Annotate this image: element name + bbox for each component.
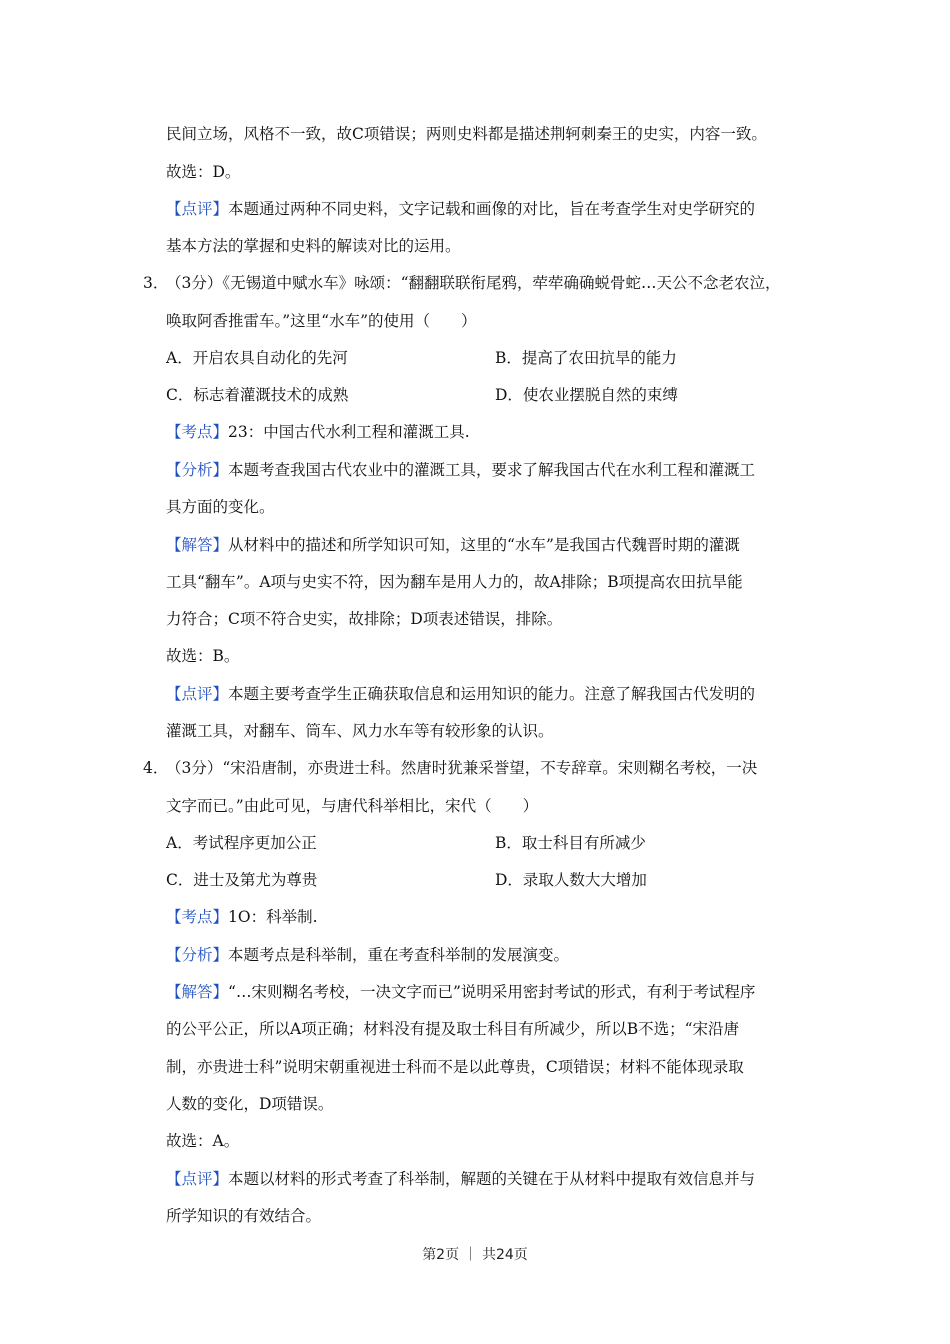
q3-number: 3． xyxy=(143,274,169,292)
q3-stem-1: （3分）《无锡道中赋水车》咏颂：“翻翻联联衔尾鸦，荦荦确确蜕骨蛇…天公不念老农泣， xyxy=(166,274,781,292)
q3-answer-text-2: 工具“翻车”。A项与史实不符，因为翻车是用人力的，故A排除；B项提高农田抗旱能 xyxy=(166,573,743,591)
q3-stem-2: 唤取阿香推雷车。”这里“水车”的使用（ ） xyxy=(166,312,477,330)
page-footer: 第2页 ｜ 共24页 xyxy=(422,1247,528,1263)
comment-tag: 【点评】 xyxy=(166,1170,229,1188)
answer-tag: 【解答】 xyxy=(166,983,229,1001)
q4-point xyxy=(166,907,318,927)
q2-comment xyxy=(166,199,755,219)
q4-answer-text-3: 制，亦贵进士科”说明宋朝重视进士科而不是以此尊贵，C项错误；材料不能体现录取 xyxy=(166,1058,744,1076)
q4-stem-1: （3分）“宋沿唐制，亦贵进士科。然唐时犹兼采誉望，不专辞章。宋则糊名考校，一决 xyxy=(166,759,758,777)
q4-stem-2: 文字而已。”由此可见，与唐代科举相比，宋代（ ） xyxy=(166,797,539,815)
q2-comment-text-1: 本题通过两种不同史料，文字记载和画像的对比，旨在考查学生对史学研究的 xyxy=(228,200,756,218)
q3-point-text: 23：中国古代水利工程和灌溉工具. xyxy=(228,423,470,441)
q3-answer xyxy=(166,535,740,555)
q4-point-text: 1O：科举制. xyxy=(228,908,318,926)
q4-comment xyxy=(166,1169,755,1189)
q4-answer-text-1: “…宋则糊名考校，一决文字而已”说明采用密封考试的形式，有利于考试程序 xyxy=(228,983,756,1001)
q4-answer xyxy=(166,982,755,1002)
q4-option-a: A．考试程序更加公正 xyxy=(166,834,317,852)
q3-comment-text-1: 本题主要考查学生正确获取信息和运用知识的能力。注意了解我国古代发明的 xyxy=(228,685,756,703)
comment-tag: 【点评】 xyxy=(166,685,229,703)
q3-analysis-text-2: 具方面的变化。 xyxy=(166,498,275,516)
point-tag: 【考点】 xyxy=(166,908,229,926)
q3-analysis-text-1: 本题考查我国古代农业中的灌溉工具，要求了解我国古代在水利工程和灌溉工 xyxy=(228,461,756,479)
analysis-tag: 【分析】 xyxy=(166,461,229,479)
q4-option-c: C．进士及第尤为尊贵 xyxy=(166,871,318,889)
q3-option-d: D．使农业摆脱自然的束缚 xyxy=(495,386,678,404)
q3-answer-text-1: 从材料中的描述和所学知识可知，这里的“水车”是我国古代魏晋时期的灌溉 xyxy=(228,536,740,554)
point-tag: 【考点】 xyxy=(166,423,229,441)
q2-choice: 故选：D。 xyxy=(166,163,241,181)
q4-option-b: B．取士科目有所减少 xyxy=(495,834,646,852)
q4-comment-text-1: 本题以材料的形式考查了科举制，解题的关键在于从材料中提取有效信息并与 xyxy=(228,1170,756,1188)
q2-comment-text-2: 基本方法的掌握和史料的解读对比的运用。 xyxy=(166,237,461,255)
q3-point xyxy=(166,422,470,442)
analysis-tag: 【分析】 xyxy=(166,946,229,964)
q4-comment-text-2: 所学知识的有效结合。 xyxy=(166,1207,322,1225)
q4-answer-text-2: 的公平公正，所以A项正确；材料没有提及取士科目有所减少，所以B不选；“宋沿唐 xyxy=(166,1020,740,1038)
q3-choice: 故选：B。 xyxy=(166,647,240,665)
q3-comment-text-2: 灌溉工具，对翻车、筒车、风力水车等有较形象的认识。 xyxy=(166,722,554,740)
q2-answer-line: 民间立场，风格不一致，故C项错误；两则史料都是描述荆轲刺秦王的史实，内容一致。 xyxy=(166,125,767,143)
comment-tag: 【点评】 xyxy=(166,200,229,218)
q3-option-c: C．标志着灌溉技术的成熟 xyxy=(166,386,349,404)
q4-analysis-text-1: 本题考点是科举制，重在考查科举制的发展演变。 xyxy=(228,946,570,964)
answer-tag: 【解答】 xyxy=(166,536,229,554)
q3-analysis xyxy=(166,460,755,480)
q4-choice: 故选：A。 xyxy=(166,1132,240,1150)
q4-option-d: D．录取人数大大增加 xyxy=(495,871,647,889)
q3-option-b: B．提高了农田抗旱的能力 xyxy=(495,349,677,367)
q3-option-a: A．开启农具自动化的先河 xyxy=(166,349,348,367)
q4-number: 4． xyxy=(143,759,169,777)
q4-answer-text-4: 人数的变化，D项错误。 xyxy=(166,1095,334,1113)
q3-answer-text-3: 力符合；C项不符合史实，故排除；D项表述错误，排除。 xyxy=(166,610,563,628)
q3-comment xyxy=(166,684,755,704)
q4-analysis xyxy=(166,945,569,965)
